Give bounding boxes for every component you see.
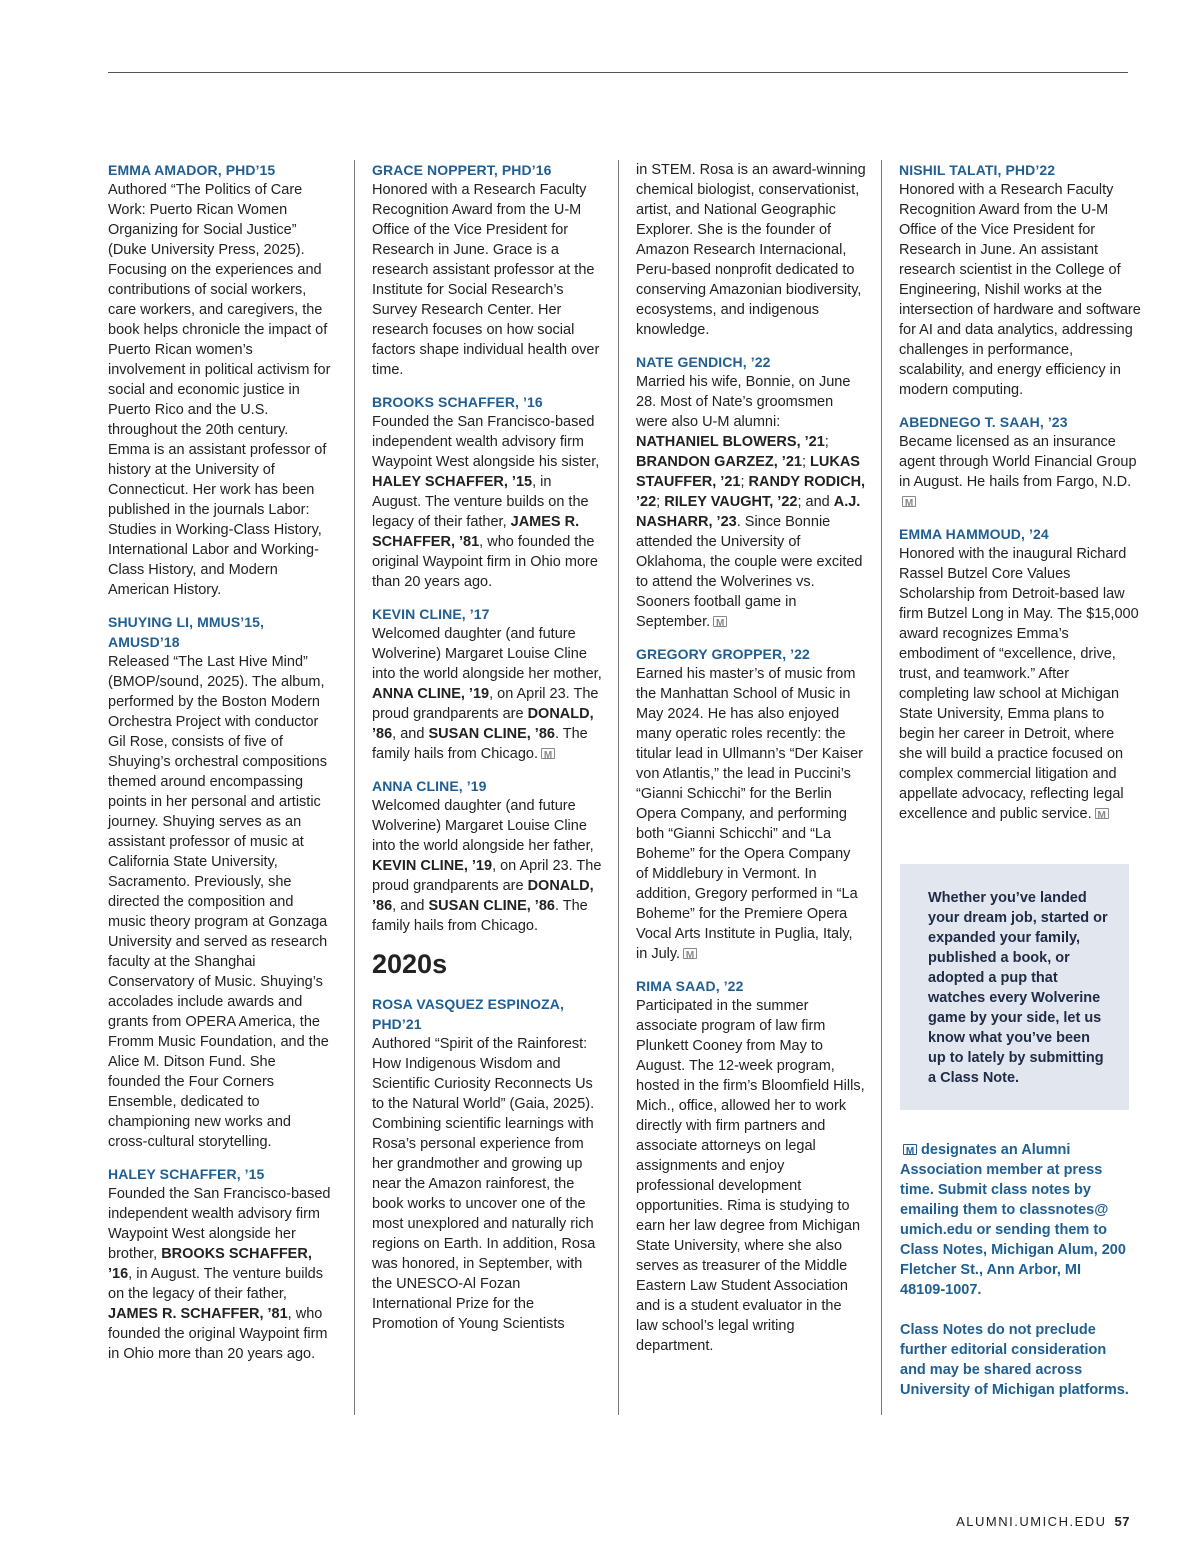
body-text: , and: [392, 726, 429, 742]
class-note-entry: [372, 160, 602, 380]
bold-alumni-name: SUSAN CLINE, ’86: [428, 898, 555, 914]
class-note-entry: [372, 776, 602, 936]
class-note-entry: [108, 160, 332, 600]
class-note-entry: [899, 160, 1141, 400]
body-text: . The family hails from Chicago.: [372, 898, 588, 934]
alumni-association-member-icon: [902, 496, 916, 507]
entry-body: Authored “Spirit of the Rainforest: How Indigenous Wisdom and Scientific Curiosity Reconnects Us to the Natural World” (Gaia, 2025). Combining scientific learnings with Rosa’s personal experience from her grandmother and growing up near the Amazon rainforest, the book works to uncover one of the most unexplored and naturally rich regions on Earth. In addition, Rosa was honored, in September, with the UNESCO-Al Fozan International Prize for the Promotion of Young Scientists: [372, 1036, 596, 1332]
class-note-entry: [636, 644, 866, 964]
body-text: , on April 23. The proud grandparents are: [372, 858, 602, 894]
class-note-entry: [636, 976, 866, 1356]
class-note-entry: [108, 612, 332, 1152]
entry-name: ROSA VASQUEZ ESPINOZA, PHD’21: [372, 996, 564, 1032]
body-text: ; and: [797, 494, 834, 510]
body-text: , and: [392, 898, 429, 914]
bold-alumni-name: ANNA CLINE, ’19: [372, 686, 490, 702]
bold-alumni-name: LUKAS STAUFFER, ’21: [636, 454, 860, 490]
body-text: , in August. The venture builds on the legacy of their father,: [372, 474, 589, 530]
body-text: . Since Bonnie attended the University of Oklahoma, the couple were excited to attend the Wolverines vs. Sooners football game in September.: [636, 514, 863, 630]
body-text: Founded the San Francisco-based independent wealth advisory firm Waypoint West alongside her brother,: [108, 1186, 331, 1262]
entry-name: KEVIN CLINE, ’17: [372, 606, 490, 622]
bold-alumni-name: RILEY VAUGHT, ’22: [664, 494, 798, 510]
bold-alumni-name: BROOKS SCHAFFER, ’16: [108, 1246, 312, 1282]
body-text: , in August. The venture builds on the legacy of their father,: [108, 1266, 323, 1302]
column-4: [899, 160, 1141, 836]
bold-alumni-name: KEVIN CLINE, ’19: [372, 858, 493, 874]
class-note-entry: [636, 352, 866, 632]
body-text: Welcomed daughter (and future Wolverine) Margaret Louise Cline into the world alongside her father,: [372, 798, 594, 854]
body-text: , who founded the original Waypoint firm in Ohio more than 20 years ago.: [372, 534, 598, 590]
body-text: Welcomed daughter (and future Wolverine) Margaret Louise Cline into the world alongside her mother,: [372, 626, 602, 682]
column-3: [636, 160, 866, 1368]
bold-alumni-name: A.J. NASHARR, ’23: [636, 494, 861, 530]
class-note-entry-continued: [636, 160, 866, 340]
entry-body: Honored with a Research Faculty Recognition Award from the U-M Office of the Vice President for Research in June. Grace is a research assistant professor at the Institute for Social Research’s Survey Research Center. Her research focuses on how social factors shape individual health over time.: [372, 182, 600, 378]
alumni-association-member-icon: [713, 616, 727, 627]
page-footer: [880, 1512, 1130, 1532]
class-notes-info: [900, 1140, 1130, 1400]
bold-alumni-name: DONALD, ’86: [372, 878, 594, 914]
alumni-association-member-icon: [541, 748, 555, 759]
body-text: Married his wife, Bonnie, on June 28. Most of Nate’s groomsmen were also U-M alumni:: [636, 374, 851, 430]
page-number: 57: [1114, 1514, 1130, 1529]
entry-name: NATE GENDICH, ’22: [636, 354, 771, 370]
entry-body: [372, 796, 602, 936]
column-divider: [618, 160, 619, 1415]
entry-name: RIMA SAAD, ’22: [636, 978, 744, 994]
alumni-association-member-icon: [903, 1144, 917, 1155]
entry-body: Participated in the summer associate program of law firm Plunkett Cooney from May to August. The 12-week program, hosted in the firm’s Bloomfield Hills, Mich., office, allowed her to work directly with firm partners and associate attorneys on legal assignments and enjoy professional development opportunities. Rima is studying to earn her law degree from Michigan State University, where she also serves as treasurer of the Middle Eastern Law Student Association and is a student evaluator in the law school’s legal writing department.: [636, 998, 865, 1354]
entry-name: NISHIL TALATI, PHD’22: [899, 162, 1056, 178]
entry-body: Released “The Last Hive Mind” (BMOP/sound, 2025). The album, performed by the Boston Modern Orchestra Project with conductor Gil Rose, consists of five of Shuying’s orchestral compositions themed around encompassing points in her personal and artistic journey. Shuying serves as an assistant professor of music at California State University, Sacramento. Previously, she directed the composition and music theory program at Gonzaga University and served as research faculty at the Shanghai Conservatory of Music. Shuying’s accolades include awards and grants from OPERA America, the Fromm Music Foundation, and the Alice M. Ditson Fund. She founded the Four Corners Ensemble, dedicated to championing new works and cross-cultural storytelling.: [108, 654, 329, 1150]
entry-body: [372, 624, 602, 764]
alumni-association-member-icon: [683, 948, 697, 959]
callout-text: Whether you’ve landed your dream job, started or expanded your family, published a book, or adopted a pup that watches every Wolverine game by your side, let us know what you’ve been up to lately by submitting a Class Note.: [928, 890, 1108, 1086]
entry-name: ABEDNEGO T. SAAH, ’23: [899, 414, 1068, 430]
bold-alumni-name: HALEY SCHAFFER, ’15: [372, 474, 533, 490]
body-text: , who founded the original Waypoint firm in Ohio more than 20 years ago.: [108, 1306, 328, 1362]
entry-body: Authored “The Politics of Care Work: Puerto Rican Women Organizing for Social Justice” (Duke University Press, 2025). Focusing on the experiences and contributions of social workers, care workers, and caregivers, the book helps chronicle the impact of Puerto Rican women’s involvement in political activism for social and economic justice in Puerto Rico and the U.S. throughout the 20th century. Emma is an assistant professor of history at the University of Connecticut. Her work has been published in the journals Labor: Studies in Working-Class History, International Labor and Working-Class History, and Modern American History.: [108, 182, 331, 598]
bold-alumni-name: SUSAN CLINE, ’86: [428, 726, 555, 742]
entry-name: ANNA CLINE, ’19: [372, 778, 487, 794]
column-2: [372, 160, 602, 1346]
editorial-disclaimer: Class Notes do not preclude further editorial consideration and may be shared across University of Michigan platforms.: [900, 1322, 1129, 1398]
entry-body: [636, 372, 866, 632]
entry-name: SHUYING LI, MMUS’15, AMUSD’18: [108, 614, 265, 650]
body-text: Became licensed as an insurance agent through World Financial Group in August. He hails from Fargo, N.D.: [899, 434, 1137, 490]
entry-body: [899, 544, 1141, 824]
entry-body: [372, 412, 602, 592]
bold-alumni-name: NATHANIEL BLOWERS, ’21: [636, 434, 825, 450]
class-note-entry: [899, 412, 1141, 512]
top-rule: [108, 72, 1128, 73]
bold-alumni-name: JAMES R. SCHAFFER, ’81: [108, 1306, 288, 1322]
entry-name: EMMA AMADOR, PHD’15: [108, 162, 276, 178]
entry-name: BROOKS SCHAFFER, ’16: [372, 394, 543, 410]
class-note-entry: [372, 392, 602, 592]
entry-name: GRACE NOPPERT, PHD’16: [372, 162, 552, 178]
column-divider: [354, 160, 355, 1415]
entry-body: [899, 432, 1141, 512]
body-text: Honored with the inaugural Richard Rassel Butzel Core Values Scholarship from Detroit-based law firm Butzel Long in May. The $15,000 award recognizes Emma’s embodiment of “excellence, drive, trust, and teamwork.” After completing law school at Michigan State University, Emma plans to begin her career in Detroit, where she will build a practice focused on complex commercial litigation and appellate advocacy, reflecting legal excellence and public service.: [899, 546, 1139, 822]
body-text: ;: [656, 494, 665, 510]
footer-website: ALUMNI.UMICH.EDU: [956, 1514, 1107, 1529]
body-text: Founded the San Francisco-based independent wealth advisory firm Waypoint West alongside his sister,: [372, 414, 600, 470]
body-text: , on April 23. The proud grandparents are: [372, 686, 599, 722]
body-text: Earned his master’s of music from the Manhattan School of Music in May 2024. He has also enjoyed many operatic roles recently: the titular lead in Ullmann’s “Der Kaiser von Atlantis,” the lead in Puccini’s “Gianni Schicchi” for the Berlin Opera Company, and performing both “Gianni Schicchi” and “La Boheme” for the Opera Company of Middlebury in Vermont. In addition, Gregory performed in “La Boheme” for the Premiere Opera Vocal Arts Institute in Puglia, Italy, in July.: [636, 666, 863, 962]
alumni-association-member-icon: [1095, 808, 1109, 819]
body-text: ;: [824, 434, 829, 450]
class-note-entry: [108, 1164, 332, 1364]
entry-name: HALEY SCHAFFER, ’15: [108, 1166, 265, 1182]
body-text: ;: [740, 474, 749, 490]
body-text: . The family hails from Chicago.: [372, 726, 588, 762]
entry-body: in STEM. Rosa is an award-winning chemical biologist, conservationist, artist, and National Geographic Explorer. She is the founder of Amazon Research Internacional, Peru-based nonprofit dedicated to conserving Amazonian biodiversity, ecosystems, and indigenous knowledge.: [636, 162, 866, 338]
designation-text: designates an Alumni Association member at press time. Submit class notes by emailing them to classnotes@ umich.edu or sending them to Class Notes, Michigan Alum, 200 Fletcher St., Ann Arbor, MI 48109-1007.: [900, 1142, 1126, 1298]
column-1: [108, 160, 332, 1376]
submit-class-note-callout: [900, 864, 1129, 1110]
body-text: ;: [801, 454, 811, 470]
member-designation-note: [900, 1140, 1130, 1300]
bold-alumni-name: RANDY RODICH, ’22: [636, 474, 866, 510]
column-divider: [881, 160, 882, 1415]
entry-body: [108, 1184, 332, 1364]
class-note-entry: [899, 524, 1141, 824]
entry-body: Honored with a Research Faculty Recognition Award from the U-M Office of the Vice President for Research in June. An assistant research scientist in the College of Engineering, Nishil works at the intersection of hardware and software for AI and data analytics, addressing challenges in performance, scalability, and energy efficiency in modern computing.: [899, 182, 1141, 398]
bold-alumni-name: JAMES R. SCHAFFER, ’81: [372, 514, 580, 550]
bold-alumni-name: DONALD, ’86: [372, 706, 594, 742]
bold-alumni-name: BRANDON GARZEZ, ’21: [636, 454, 802, 470]
decade-heading: 2020s: [372, 949, 448, 979]
class-note-entry: [372, 604, 602, 764]
entry-name: GREGORY GROPPER, ’22: [636, 646, 810, 662]
class-note-entry: [372, 994, 602, 1334]
entry-name: EMMA HAMMOUD, ’24: [899, 526, 1049, 542]
entry-body: [636, 664, 866, 964]
